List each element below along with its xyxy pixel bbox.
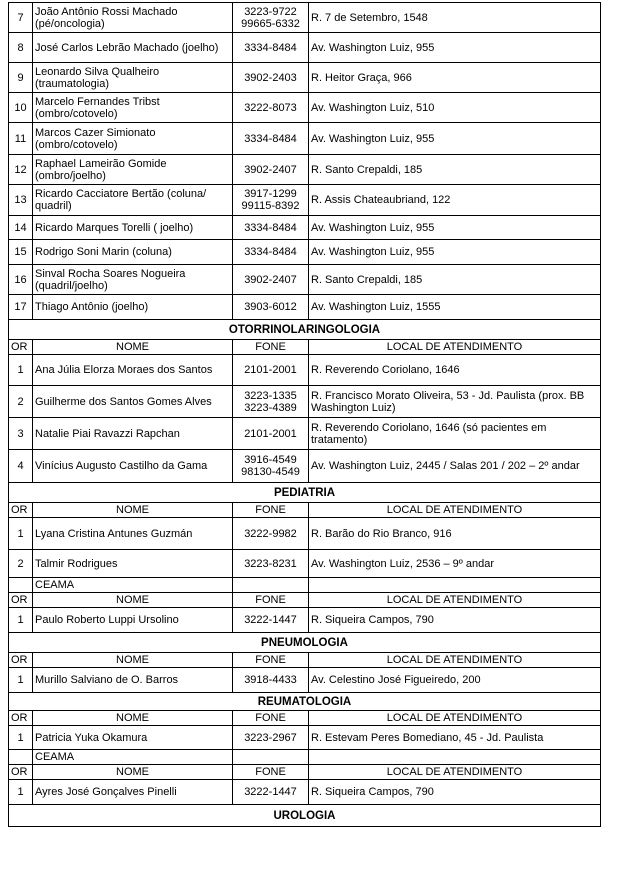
order-number: 15 <box>9 240 33 265</box>
doctor-name: Paulo Roberto Luppi Ursolino <box>33 608 233 633</box>
subgroup-label: CEAMA <box>33 750 233 765</box>
specialty-title: OTORRINOLARINGOLOGIA <box>9 320 601 340</box>
phone-number: 3222-8073 <box>233 93 309 123</box>
header-local: LOCAL DE ATENDIMENTO <box>309 503 601 518</box>
doctor-row <box>9 185 601 216</box>
service-address: Av. Washington Luiz, 2536 – 9º andar <box>309 550 601 578</box>
phone-number: 3223-9722 99665-6332 <box>233 3 309 33</box>
phone-number: 3222-1447 <box>233 608 309 633</box>
service-address: R. Siqueira Campos, 790 <box>309 780 601 805</box>
header-nome: NOME <box>33 653 233 668</box>
column-header-row <box>9 765 601 780</box>
header-or: OR <box>9 593 33 608</box>
doctor-row <box>9 608 601 633</box>
subgroup-empty-cell <box>233 578 309 593</box>
doctor-name: Ricardo Cacciatore Bertão (coluna/ quadril) <box>33 185 233 216</box>
service-address: R. Santo Crepaldi, 185 <box>309 155 601 185</box>
order-number: 4 <box>9 450 33 483</box>
doctor-name: Marcelo Fernandes Tribst (ombro/cotovelo) <box>33 93 233 123</box>
order-number: 7 <box>9 3 33 33</box>
phone-number: 3918-4433 <box>233 668 309 693</box>
phone-number: 3222-9982 <box>233 518 309 550</box>
phone-number: 2101-2001 <box>233 355 309 386</box>
phone-number: 3223-8231 <box>233 550 309 578</box>
service-address: R. Reverendo Coriolano, 1646 <box>309 355 601 386</box>
doctor-row <box>9 63 601 93</box>
header-nome: NOME <box>33 503 233 518</box>
service-address: Av. Washington Luiz, 955 <box>309 216 601 240</box>
doctor-row <box>9 240 601 265</box>
phone-number: 3223-1335 3223-4389 <box>233 386 309 418</box>
subgroup-row <box>9 578 601 593</box>
column-header-row <box>9 653 601 668</box>
doctor-name: Lyana Cristina Antunes Guzmán <box>33 518 233 550</box>
service-address: Av. Celestino José Figueiredo, 200 <box>309 668 601 693</box>
header-fone: FONE <box>233 653 309 668</box>
header-nome: NOME <box>33 711 233 726</box>
phone-number: 3334-8484 <box>233 33 309 63</box>
header-or: OR <box>9 503 33 518</box>
header-local: LOCAL DE ATENDIMENTO <box>309 593 601 608</box>
header-nome: NOME <box>33 593 233 608</box>
doctor-name: João Antônio Rossi Machado (pé/oncologia) <box>33 3 233 33</box>
order-number: 1 <box>9 518 33 550</box>
doctor-name: Ayres José Gonçalves Pinelli <box>33 780 233 805</box>
doctor-row <box>9 155 601 185</box>
doctor-directory-document <box>8 2 600 827</box>
header-or: OR <box>9 653 33 668</box>
phone-number: 3334-8484 <box>233 216 309 240</box>
service-address: R. Francisco Morato Oliveira, 53 - Jd. Paulista (prox. BB Washington Luiz) <box>309 386 601 418</box>
order-number: 2 <box>9 550 33 578</box>
service-address: Av. Washington Luiz, 955 <box>309 123 601 155</box>
doctor-name: Guilherme dos Santos Gomes Alves <box>33 386 233 418</box>
subgroup-label: CEAMA <box>33 578 233 593</box>
directory-table-body <box>9 3 601 827</box>
doctor-row <box>9 295 601 320</box>
service-address: Av. Washington Luiz, 1555 <box>309 295 601 320</box>
order-number: 14 <box>9 216 33 240</box>
phone-number: 2101-2001 <box>233 418 309 450</box>
doctor-name: Rodrigo Soni Marin (coluna) <box>33 240 233 265</box>
order-number: 1 <box>9 780 33 805</box>
header-or: OR <box>9 711 33 726</box>
service-address: Av. Washington Luiz, 510 <box>309 93 601 123</box>
column-header-row <box>9 711 601 726</box>
doctor-name: José Carlos Lebrão Machado (joelho) <box>33 33 233 63</box>
doctor-row <box>9 450 601 483</box>
doctor-name: Marcos Cazer Simionato (ombro/cotovelo) <box>33 123 233 155</box>
specialty-title: UROLOGIA <box>9 805 601 827</box>
subgroup-empty-cell <box>9 578 33 593</box>
doctor-row <box>9 3 601 33</box>
doctor-row <box>9 668 601 693</box>
doctor-name: Ana Júlia Elorza Moraes dos Santos <box>33 355 233 386</box>
service-address: R. Heitor Graça, 966 <box>309 63 601 93</box>
specialty-section-row <box>9 320 601 340</box>
service-address: R. Assis Chateaubriand, 122 <box>309 185 601 216</box>
header-fone: FONE <box>233 765 309 780</box>
doctor-row <box>9 216 601 240</box>
header-local: LOCAL DE ATENDIMENTO <box>309 711 601 726</box>
doctor-row <box>9 550 601 578</box>
column-header-row <box>9 503 601 518</box>
order-number: 1 <box>9 608 33 633</box>
doctor-row <box>9 780 601 805</box>
phone-number: 3917-1299 99115-8392 <box>233 185 309 216</box>
order-number: 3 <box>9 418 33 450</box>
order-number: 2 <box>9 386 33 418</box>
order-number: 12 <box>9 155 33 185</box>
subgroup-empty-cell <box>309 750 601 765</box>
phone-number: 3916-4549 98130-4549 <box>233 450 309 483</box>
order-number: 10 <box>9 93 33 123</box>
header-local: LOCAL DE ATENDIMENTO <box>309 653 601 668</box>
doctor-directory-table <box>8 2 601 827</box>
header-local: LOCAL DE ATENDIMENTO <box>309 340 601 355</box>
doctor-row <box>9 123 601 155</box>
header-or: OR <box>9 340 33 355</box>
doctor-name: Ricardo Marques Torelli ( joelho) <box>33 216 233 240</box>
doctor-name: Talmir Rodrigues <box>33 550 233 578</box>
header-fone: FONE <box>233 503 309 518</box>
specialty-section-row <box>9 633 601 653</box>
subgroup-empty-cell <box>9 750 33 765</box>
doctor-name: Natalie Piai Ravazzi Rapchan <box>33 418 233 450</box>
specialty-section-row <box>9 483 601 503</box>
specialty-title: REUMATOLOGIA <box>9 693 601 711</box>
order-number: 16 <box>9 265 33 295</box>
phone-number: 3902-2407 <box>233 265 309 295</box>
service-address: Av. Washington Luiz, 2445 / Salas 201 / 202 – 2º andar <box>309 450 601 483</box>
phone-number: 3902-2403 <box>233 63 309 93</box>
doctor-name: Thiago Antônio (joelho) <box>33 295 233 320</box>
service-address: R. Santo Crepaldi, 185 <box>309 265 601 295</box>
column-header-row <box>9 593 601 608</box>
service-address: R. 7 de Setembro, 1548 <box>309 3 601 33</box>
order-number: 17 <box>9 295 33 320</box>
header-fone: FONE <box>233 711 309 726</box>
subgroup-row <box>9 750 601 765</box>
service-address: R. Barão do Rio Branco, 916 <box>309 518 601 550</box>
order-number: 13 <box>9 185 33 216</box>
header-fone: FONE <box>233 593 309 608</box>
doctor-name: Sinval Rocha Soares Nogueira (quadril/joelho) <box>33 265 233 295</box>
service-address: R. Estevam Peres Bomediano, 45 - Jd. Paulista <box>309 726 601 750</box>
order-number: 1 <box>9 668 33 693</box>
order-number: 8 <box>9 33 33 63</box>
order-number: 11 <box>9 123 33 155</box>
header-or: OR <box>9 765 33 780</box>
subgroup-empty-cell <box>233 750 309 765</box>
order-number: 1 <box>9 726 33 750</box>
doctor-row <box>9 726 601 750</box>
service-address: R. Reverendo Coriolano, 1646 (só pacientes em tratamento) <box>309 418 601 450</box>
subgroup-empty-cell <box>309 578 601 593</box>
doctor-row <box>9 355 601 386</box>
phone-number: 3223-2967 <box>233 726 309 750</box>
specialty-title: PNEUMOLOGIA <box>9 633 601 653</box>
service-address: R. Siqueira Campos, 790 <box>309 608 601 633</box>
doctor-name: Murillo Salviano de O. Barros <box>33 668 233 693</box>
header-nome: NOME <box>33 340 233 355</box>
order-number: 1 <box>9 355 33 386</box>
doctor-name: Raphael Lameirão Gomide (ombro/joelho) <box>33 155 233 185</box>
doctor-name: Patricia Yuka Okamura <box>33 726 233 750</box>
phone-number: 3334-8484 <box>233 240 309 265</box>
header-nome: NOME <box>33 765 233 780</box>
doctor-row <box>9 386 601 418</box>
specialty-section-row <box>9 805 601 827</box>
service-address: Av. Washington Luiz, 955 <box>309 33 601 63</box>
specialty-section-row <box>9 693 601 711</box>
doctor-row <box>9 93 601 123</box>
header-local: LOCAL DE ATENDIMENTO <box>309 765 601 780</box>
doctor-name: Leonardo Silva Qualheiro (traumatologia) <box>33 63 233 93</box>
doctor-row <box>9 265 601 295</box>
service-address: Av. Washington Luiz, 955 <box>309 240 601 265</box>
doctor-row <box>9 418 601 450</box>
specialty-title: PEDIATRIA <box>9 483 601 503</box>
phone-number: 3334-8484 <box>233 123 309 155</box>
doctor-row <box>9 33 601 63</box>
order-number: 9 <box>9 63 33 93</box>
header-fone: FONE <box>233 340 309 355</box>
phone-number: 3902-2407 <box>233 155 309 185</box>
column-header-row <box>9 340 601 355</box>
doctor-row <box>9 518 601 550</box>
phone-number: 3903-6012 <box>233 295 309 320</box>
doctor-name: Vinícius Augusto Castilho da Gama <box>33 450 233 483</box>
phone-number: 3222-1447 <box>233 780 309 805</box>
